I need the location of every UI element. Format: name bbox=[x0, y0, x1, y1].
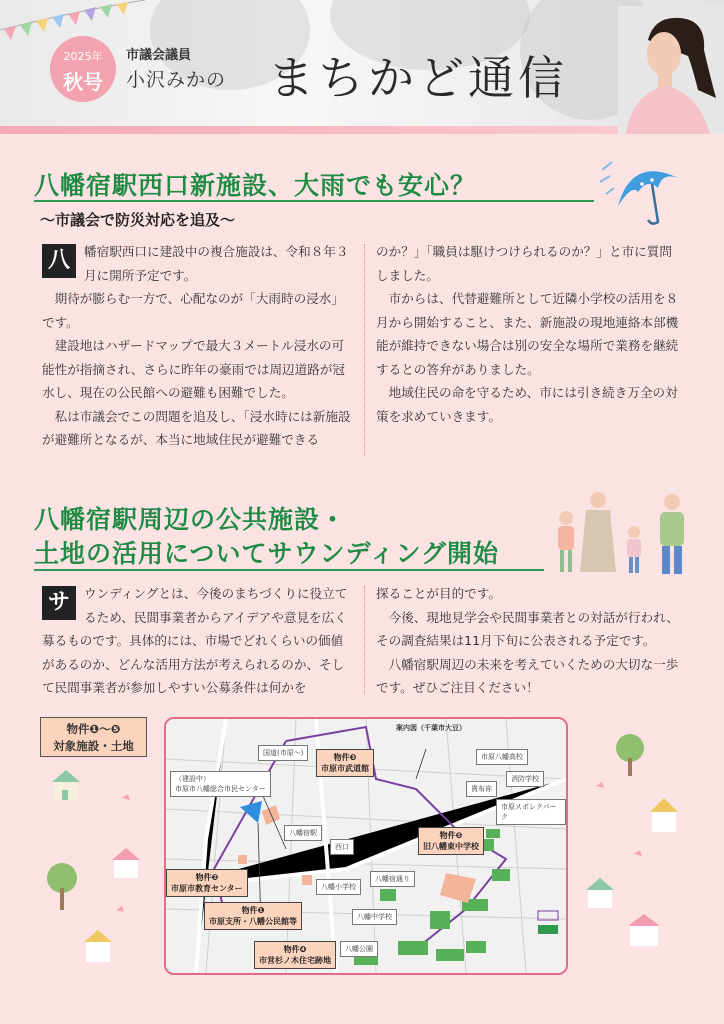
article2-para: 今後、現地見学会や民間事業者との対話が行われ、その調査結果は11月下旬に公表される予定です。 bbox=[376, 609, 680, 648]
column-divider bbox=[364, 586, 365, 694]
author-name: 小沢みかの bbox=[126, 69, 227, 91]
article2-column-1 bbox=[42, 582, 352, 700]
article1-para: 建設地はハザードマップで最大３メートル浸水の可能性が指摘され、さらに昨年の豪雨では周辺道路が冠水し、現在の公民館への避難も困難でした。 bbox=[42, 338, 346, 400]
season-year: 2025年 bbox=[63, 50, 103, 63]
article2-dropcap: サ bbox=[42, 586, 76, 620]
area-map bbox=[164, 717, 568, 975]
town-decorations-left bbox=[40, 770, 156, 970]
station-street-label: 八幡宿通り bbox=[370, 871, 415, 887]
article1-para: 市からは、代替避難所として近隣小学校の活用を８月から開始すること、また、新施設の現地連絡本部機能が維持できない場合は別の安全な場所で業務を継続するとの答弁がありました。 bbox=[376, 291, 679, 377]
article1-para: 幡宿駅西口に建設中の複合施設は、令和８年３月に開所予定です。 bbox=[84, 244, 349, 283]
season-name: 秋号 bbox=[63, 70, 103, 94]
town-decorations-right bbox=[580, 728, 690, 958]
high-school-label: 市原八幡高校 bbox=[476, 749, 528, 765]
column-divider bbox=[364, 244, 365, 456]
newsletter-title: まちかど通信 bbox=[268, 51, 568, 105]
property-2-tag: 物件❷ 市原市教育センター bbox=[166, 869, 248, 897]
article2-heading-line2: 土地の活用についてサウンディング開始 bbox=[34, 539, 500, 568]
family-illustration bbox=[548, 488, 696, 580]
map-caption: 案内図（千葉市大豆） bbox=[396, 724, 466, 732]
season-badge bbox=[50, 36, 116, 102]
article1-heading: 八幡宿駅西口新施設、大雨でも安心？ bbox=[34, 171, 477, 200]
author-portrait bbox=[618, 6, 724, 134]
map-legend-line2: 対象施設・土地 bbox=[53, 739, 134, 753]
west-exit-label: 西口 bbox=[330, 839, 354, 855]
article1-heading-underline bbox=[34, 200, 594, 202]
station-label: 八幡宿駅 bbox=[284, 825, 322, 841]
park-label: 八幡公園 bbox=[340, 941, 378, 957]
article1-subheading: 〜市議会で防災対応を追及〜 bbox=[40, 211, 236, 229]
fire-school-label: 消防学校 bbox=[506, 771, 544, 787]
map-legend-line1: 物件❶〜❺ bbox=[66, 722, 121, 736]
article1-dropcap: 八 bbox=[42, 244, 76, 278]
article1-para: 地域住民の命を守るため、市には引き続き万全の対策を求めていきます。 bbox=[376, 385, 678, 424]
article1-para: 期待が膨らむ一方で、心配なのが「大雨時の浸水」です。 bbox=[42, 291, 344, 330]
article1-column-1 bbox=[42, 240, 352, 452]
map-legend-label bbox=[40, 717, 147, 757]
header-rule bbox=[0, 126, 724, 134]
route-label: 国道(市原～) bbox=[258, 745, 308, 761]
article2-heading-underline bbox=[34, 569, 544, 571]
article2-column-2 bbox=[376, 582, 684, 700]
article2-heading-line1: 八幡宿駅周辺の公共施設・ bbox=[34, 505, 347, 534]
article1-column-2 bbox=[376, 240, 684, 428]
article1-para: のか？」「職員は駆けつけられるのか？」と市に質問しました。 bbox=[376, 244, 672, 283]
construction-label: （建設中） 市原市八幡総合市民センター bbox=[170, 771, 271, 797]
property-4-tag: 物件❹ 市営杉ノ木住宅跡地 bbox=[254, 941, 336, 969]
umbrella-icon bbox=[592, 148, 690, 228]
sports-park-label: 市原スポレクパーク bbox=[496, 799, 566, 825]
article2-para: 八幡宿駅周辺の未来を考えていくための大切な一歩です。ぜひご注目ください！ bbox=[376, 656, 679, 695]
property-3-tag: 物件❸ 市原市武道館 bbox=[316, 749, 374, 777]
author-role: 市議会議員 bbox=[126, 48, 192, 63]
property-1-tag: 物件❶ 市原支所・八幡公民館等 bbox=[204, 902, 302, 930]
article2-para: 探ることが目的です。 bbox=[376, 586, 501, 601]
elementary-school-label: 八幡小学校 bbox=[316, 879, 361, 895]
property-5-tag: 物件❺ 旧八幡東中学校 bbox=[418, 827, 484, 855]
article2-para: ウンディングとは、今後のまちづくりに役立てるため、民間事業者からアイデアや意見を広く募るものです。具体的には、市場でどれくらいの価値があるのか、どんな活用方法が考えられるのか、そして民間事業者が参加しやすい公募条件は何かを bbox=[42, 586, 348, 695]
middle-school-label: 八幡中学校 bbox=[352, 909, 397, 925]
shrine-label: 貴布祢 bbox=[466, 781, 497, 797]
article1-para: 私は市議会でこの問題を追及し、「浸水時には新施設が避難所となるが、本当に地域住民が避難できる bbox=[42, 408, 351, 447]
